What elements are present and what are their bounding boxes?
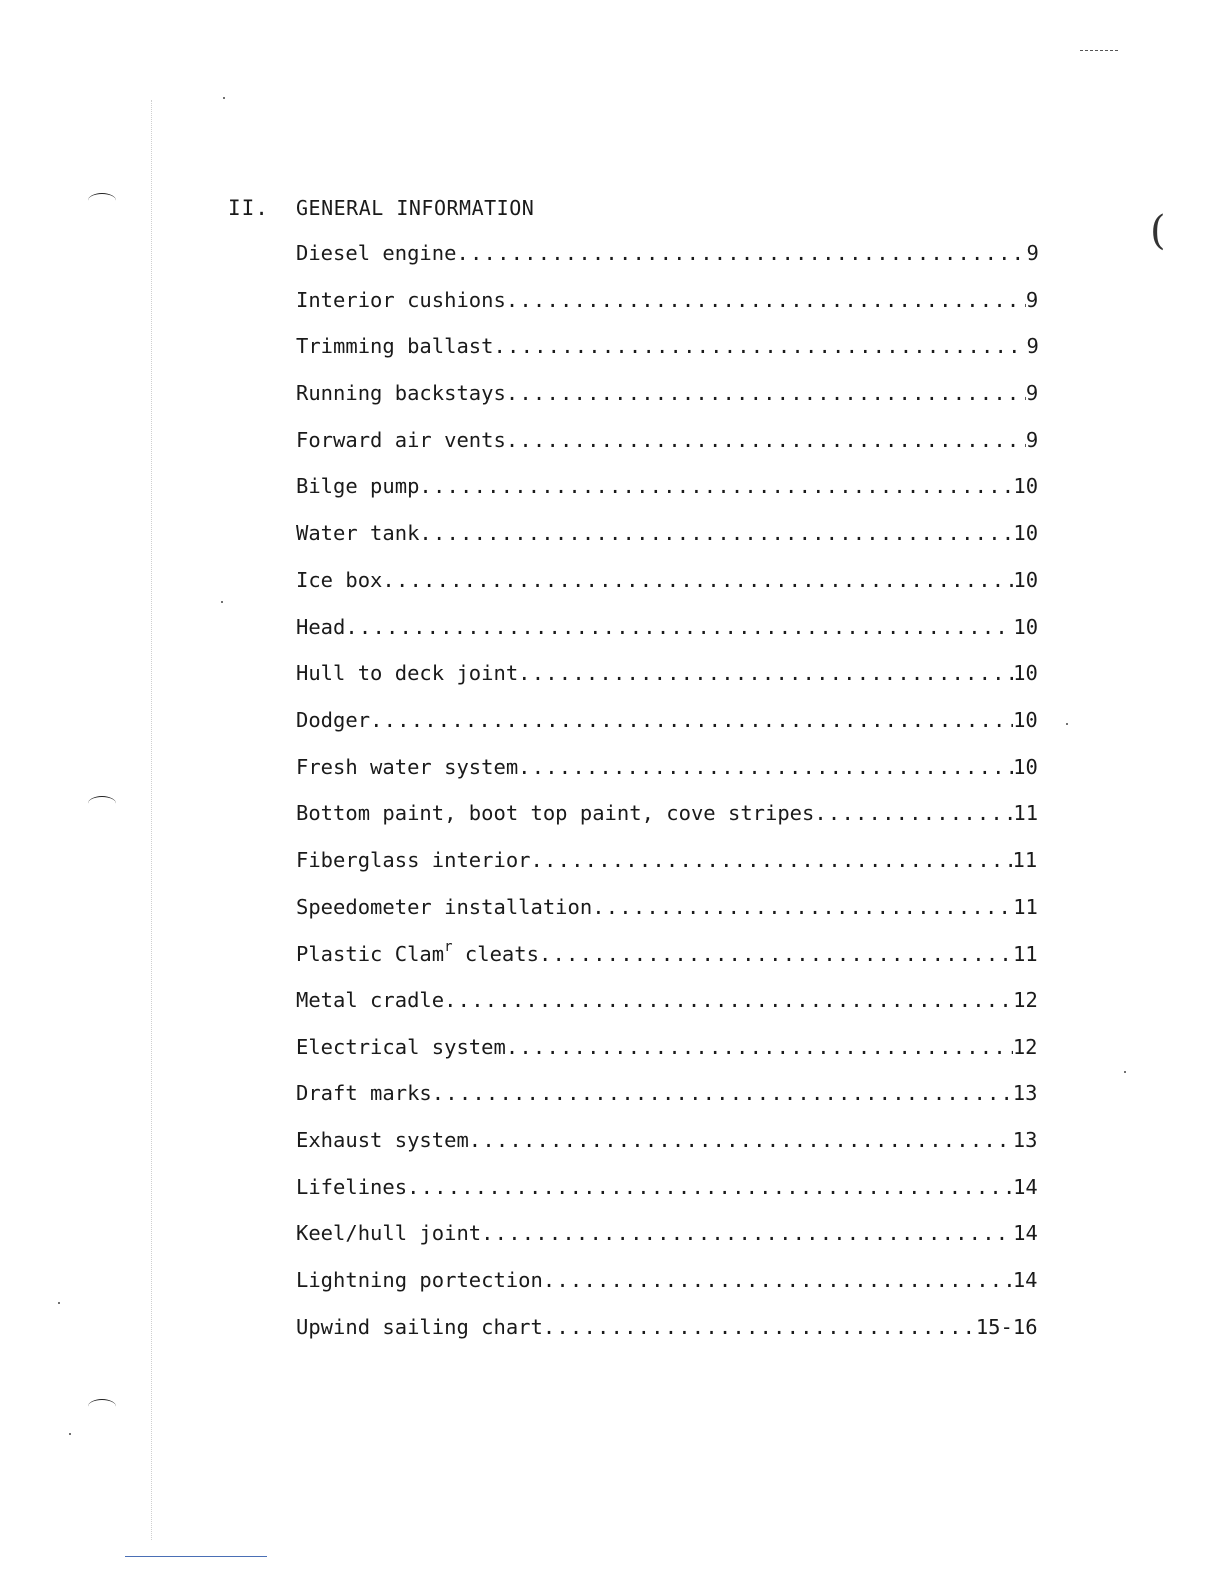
stray-parenthesis-mark: ( (1150, 208, 1166, 254)
toc-entry-label: Upwind sailing chart (296, 1314, 543, 1339)
dot-leader (506, 381, 1026, 405)
section-number: II. (228, 196, 269, 220)
dot-leader (481, 1221, 1013, 1245)
toc-entry-label: Bilge pump (296, 474, 420, 499)
toc-entry (296, 755, 1086, 802)
dot-leader (814, 801, 1013, 825)
toc-entry-page: 11 (1012, 942, 1038, 967)
toc-entry-label: Exhaust system (296, 1128, 469, 1153)
toc-entry-label: Electrical system (296, 1034, 506, 1059)
hole-punch-mark (88, 796, 116, 811)
toc-entry (296, 988, 1086, 1035)
toc-entry-label: Bottom paint, boot top paint, cove stripes (296, 801, 815, 826)
toc-entry-label: Interior cushions (296, 287, 506, 312)
toc-entry-page: 10 (1013, 474, 1039, 499)
toc-entry-label: Metal cradle (296, 988, 445, 1012)
table-of-contents (296, 241, 1086, 1362)
toc-entry (296, 521, 1086, 568)
dot-leader (419, 521, 1013, 545)
dot-leader (506, 1035, 1013, 1059)
dot-leader (518, 661, 1013, 685)
toc-entry-page: 14 (1013, 1174, 1038, 1199)
toc-entry-label: Plastic Clam$^r$ cleats (296, 939, 539, 967)
toc-entry-label: Forward air vents (296, 427, 506, 452)
toc-entry (296, 334, 1086, 381)
toc-entry-page: 11 (1012, 847, 1038, 872)
toc-entry (296, 708, 1086, 755)
toc-entry-page: 12 (1013, 988, 1038, 1012)
dot-leader (543, 1315, 976, 1339)
toc-entry-page: 13 (1012, 1081, 1038, 1106)
dot-leader (382, 568, 1013, 592)
speck (221, 601, 223, 603)
hole-punch-mark (88, 1399, 116, 1414)
dot-leader (506, 428, 1026, 452)
toc-entry-label: Hull to deck joint (296, 661, 519, 686)
dot-leader (407, 1175, 1013, 1199)
toc-entry-label: Diesel engine (296, 241, 457, 265)
toc-entry-label: Draft marks (296, 1081, 432, 1106)
toc-entry (296, 1221, 1086, 1268)
toc-entry-label: Lifelines (296, 1174, 408, 1199)
toc-entry (296, 1315, 1086, 1362)
toc-entry (296, 474, 1086, 521)
toc-entry (296, 428, 1086, 475)
toc-entry (296, 241, 1086, 288)
toc-entry (296, 801, 1086, 848)
toc-entry-label: Fiberglass interior (296, 847, 531, 872)
toc-entry-page: 9 (1025, 427, 1039, 452)
toc-entry (296, 848, 1086, 895)
dot-leader (543, 1268, 1013, 1292)
binding-line (151, 100, 152, 1540)
speck (223, 97, 225, 99)
section-title: GENERAL INFORMATION (296, 196, 535, 220)
toc-entry-label: Water tank (296, 521, 420, 546)
toc-entry (296, 941, 1086, 988)
dot-leader (419, 474, 1013, 498)
toc-entry-page: 9 (1025, 287, 1039, 312)
dot-leader (456, 241, 1026, 265)
dot-leader (518, 755, 1013, 779)
toc-entry-page: 9 (1026, 241, 1039, 265)
bottom-rule (125, 1556, 267, 1557)
toc-entry-page: 14 (1013, 1221, 1038, 1246)
toc-entry (296, 661, 1086, 708)
dot-leader (531, 848, 1013, 872)
toc-entry (296, 288, 1086, 335)
dot-leader (539, 942, 1013, 966)
toc-entry-page: 15-16 (975, 1314, 1038, 1339)
toc-entry-label: Speedometer installation (296, 894, 593, 919)
toc-entry-label: Trimming ballast (296, 334, 494, 359)
toc-entry (296, 1128, 1086, 1175)
toc-entry-page: 9 (1025, 381, 1039, 406)
hole-punch-mark (88, 193, 116, 208)
stray-dash-mark (1080, 50, 1118, 51)
toc-entry (296, 1035, 1086, 1082)
toc-entry-label: Ice box (296, 567, 383, 592)
toc-entry (296, 1081, 1086, 1128)
dot-leader (469, 1128, 1013, 1152)
dot-leader (592, 895, 1013, 919)
speck (1124, 1071, 1126, 1073)
dot-leader (345, 615, 1013, 639)
toc-entry (296, 381, 1086, 428)
toc-entry-label: Head (296, 614, 346, 639)
toc-entry (296, 568, 1086, 615)
toc-entry-label: Keel/hull joint (296, 1221, 482, 1246)
toc-entry-label: Dodger (296, 707, 371, 732)
toc-entry-page: 10 (1013, 661, 1038, 686)
toc-entry (296, 1175, 1086, 1222)
dot-leader (506, 288, 1026, 312)
toc-entry-page: 12 (1012, 1034, 1038, 1059)
toc-entry-page: 10 (1013, 707, 1038, 732)
toc-entry-page: 9 (1026, 334, 1039, 359)
superscript: r (444, 939, 453, 956)
toc-entry-page: 10 (1013, 614, 1039, 639)
toc-entry-page: 10 (1013, 521, 1039, 546)
toc-entry-page: 11 (1013, 801, 1039, 826)
toc-entry (296, 615, 1086, 662)
dot-leader (444, 988, 1013, 1012)
toc-entry-page: 13 (1012, 1128, 1038, 1153)
toc-entry-page: 14 (1012, 1268, 1038, 1293)
toc-entry-label: Lightning portection (296, 1268, 543, 1293)
toc-entry (296, 1268, 1086, 1315)
dot-leader (432, 1081, 1013, 1105)
toc-entry-page: 10 (1013, 567, 1039, 592)
toc-entry (296, 895, 1086, 942)
dot-leader (370, 708, 1013, 732)
toc-entry-page: 10 (1013, 754, 1038, 779)
speck (69, 1433, 71, 1435)
speck (58, 1302, 60, 1304)
toc-entry-label: Running backstays (296, 381, 506, 406)
toc-entry-page: 11 (1013, 894, 1038, 919)
toc-entry-label: Fresh water system (296, 754, 519, 779)
dot-leader (493, 334, 1026, 358)
